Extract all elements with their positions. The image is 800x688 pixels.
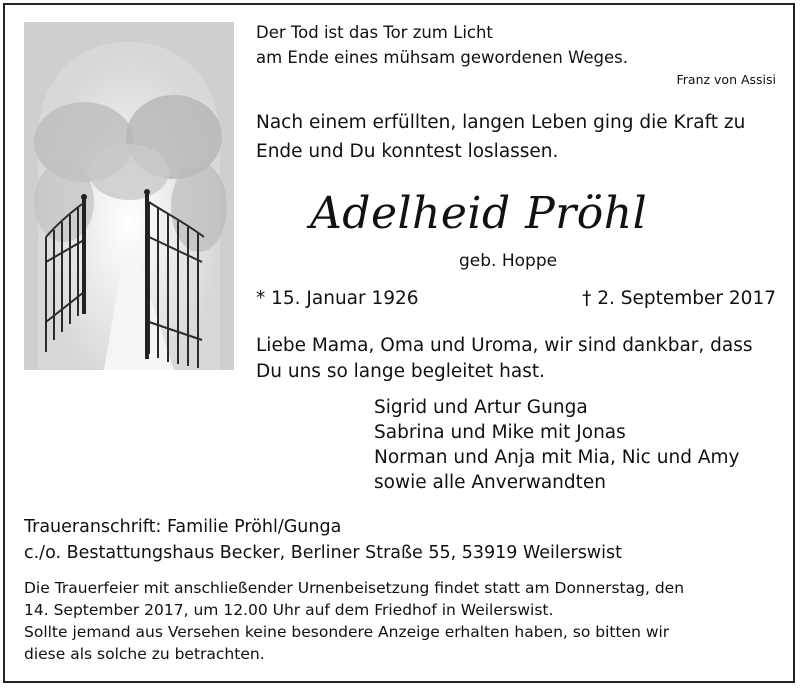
mourner: sowie alle Anverwandten bbox=[374, 472, 606, 493]
notice-line: Sollte jemand aus Versehen keine besondere Anzeige erhalten haben, so bitten wir bbox=[24, 623, 670, 641]
death-date: † 2. September 2017 bbox=[582, 288, 776, 309]
cemetery-gate-icon bbox=[24, 22, 234, 370]
message-line: Du uns so lange begleitet hast. bbox=[256, 361, 545, 382]
quote-line: am Ende eines mühsam gewordenen Weges. bbox=[256, 48, 628, 67]
quote-source: Franz von Assisi bbox=[676, 72, 776, 87]
notice-line: 14. September 2017, um 12.00 Uhr auf dem Friedhof in Weilerswist. bbox=[24, 601, 554, 619]
mourner: Norman und Anja mit Mia, Nic und Amy bbox=[374, 447, 740, 468]
address-line: Traueranschrift: Familie Pröhl/Gunga bbox=[24, 517, 342, 537]
birth-date: * 15. Januar 1926 bbox=[256, 288, 419, 309]
maiden-name: geb. Hoppe bbox=[459, 251, 558, 271]
notice-line: diese als solche zu betrachten. bbox=[24, 645, 265, 663]
notice-line: Die Trauerfeier mit anschließender Urnenbeisetzung findet statt am Donnerstag, den bbox=[24, 579, 685, 597]
mourner: Sigrid und Artur Gunga bbox=[374, 397, 588, 418]
deceased-name: Adelheid Pröhl bbox=[310, 188, 648, 239]
message-line: Liebe Mama, Oma und Uroma, wir sind dankbar, dass bbox=[256, 335, 753, 356]
address-line: c./o. Bestattungshaus Becker, Berliner Straße 55, 53919 Weilerswist bbox=[24, 543, 622, 563]
intro-line: Ende und Du konntest loslassen. bbox=[256, 141, 559, 162]
quote-line: Der Tod ist das Tor zum Licht bbox=[256, 23, 493, 42]
mourner: Sabrina und Mike mit Jonas bbox=[374, 422, 626, 443]
intro-line: Nach einem erfüllten, langen Leben ging die Kraft zu bbox=[256, 112, 746, 133]
